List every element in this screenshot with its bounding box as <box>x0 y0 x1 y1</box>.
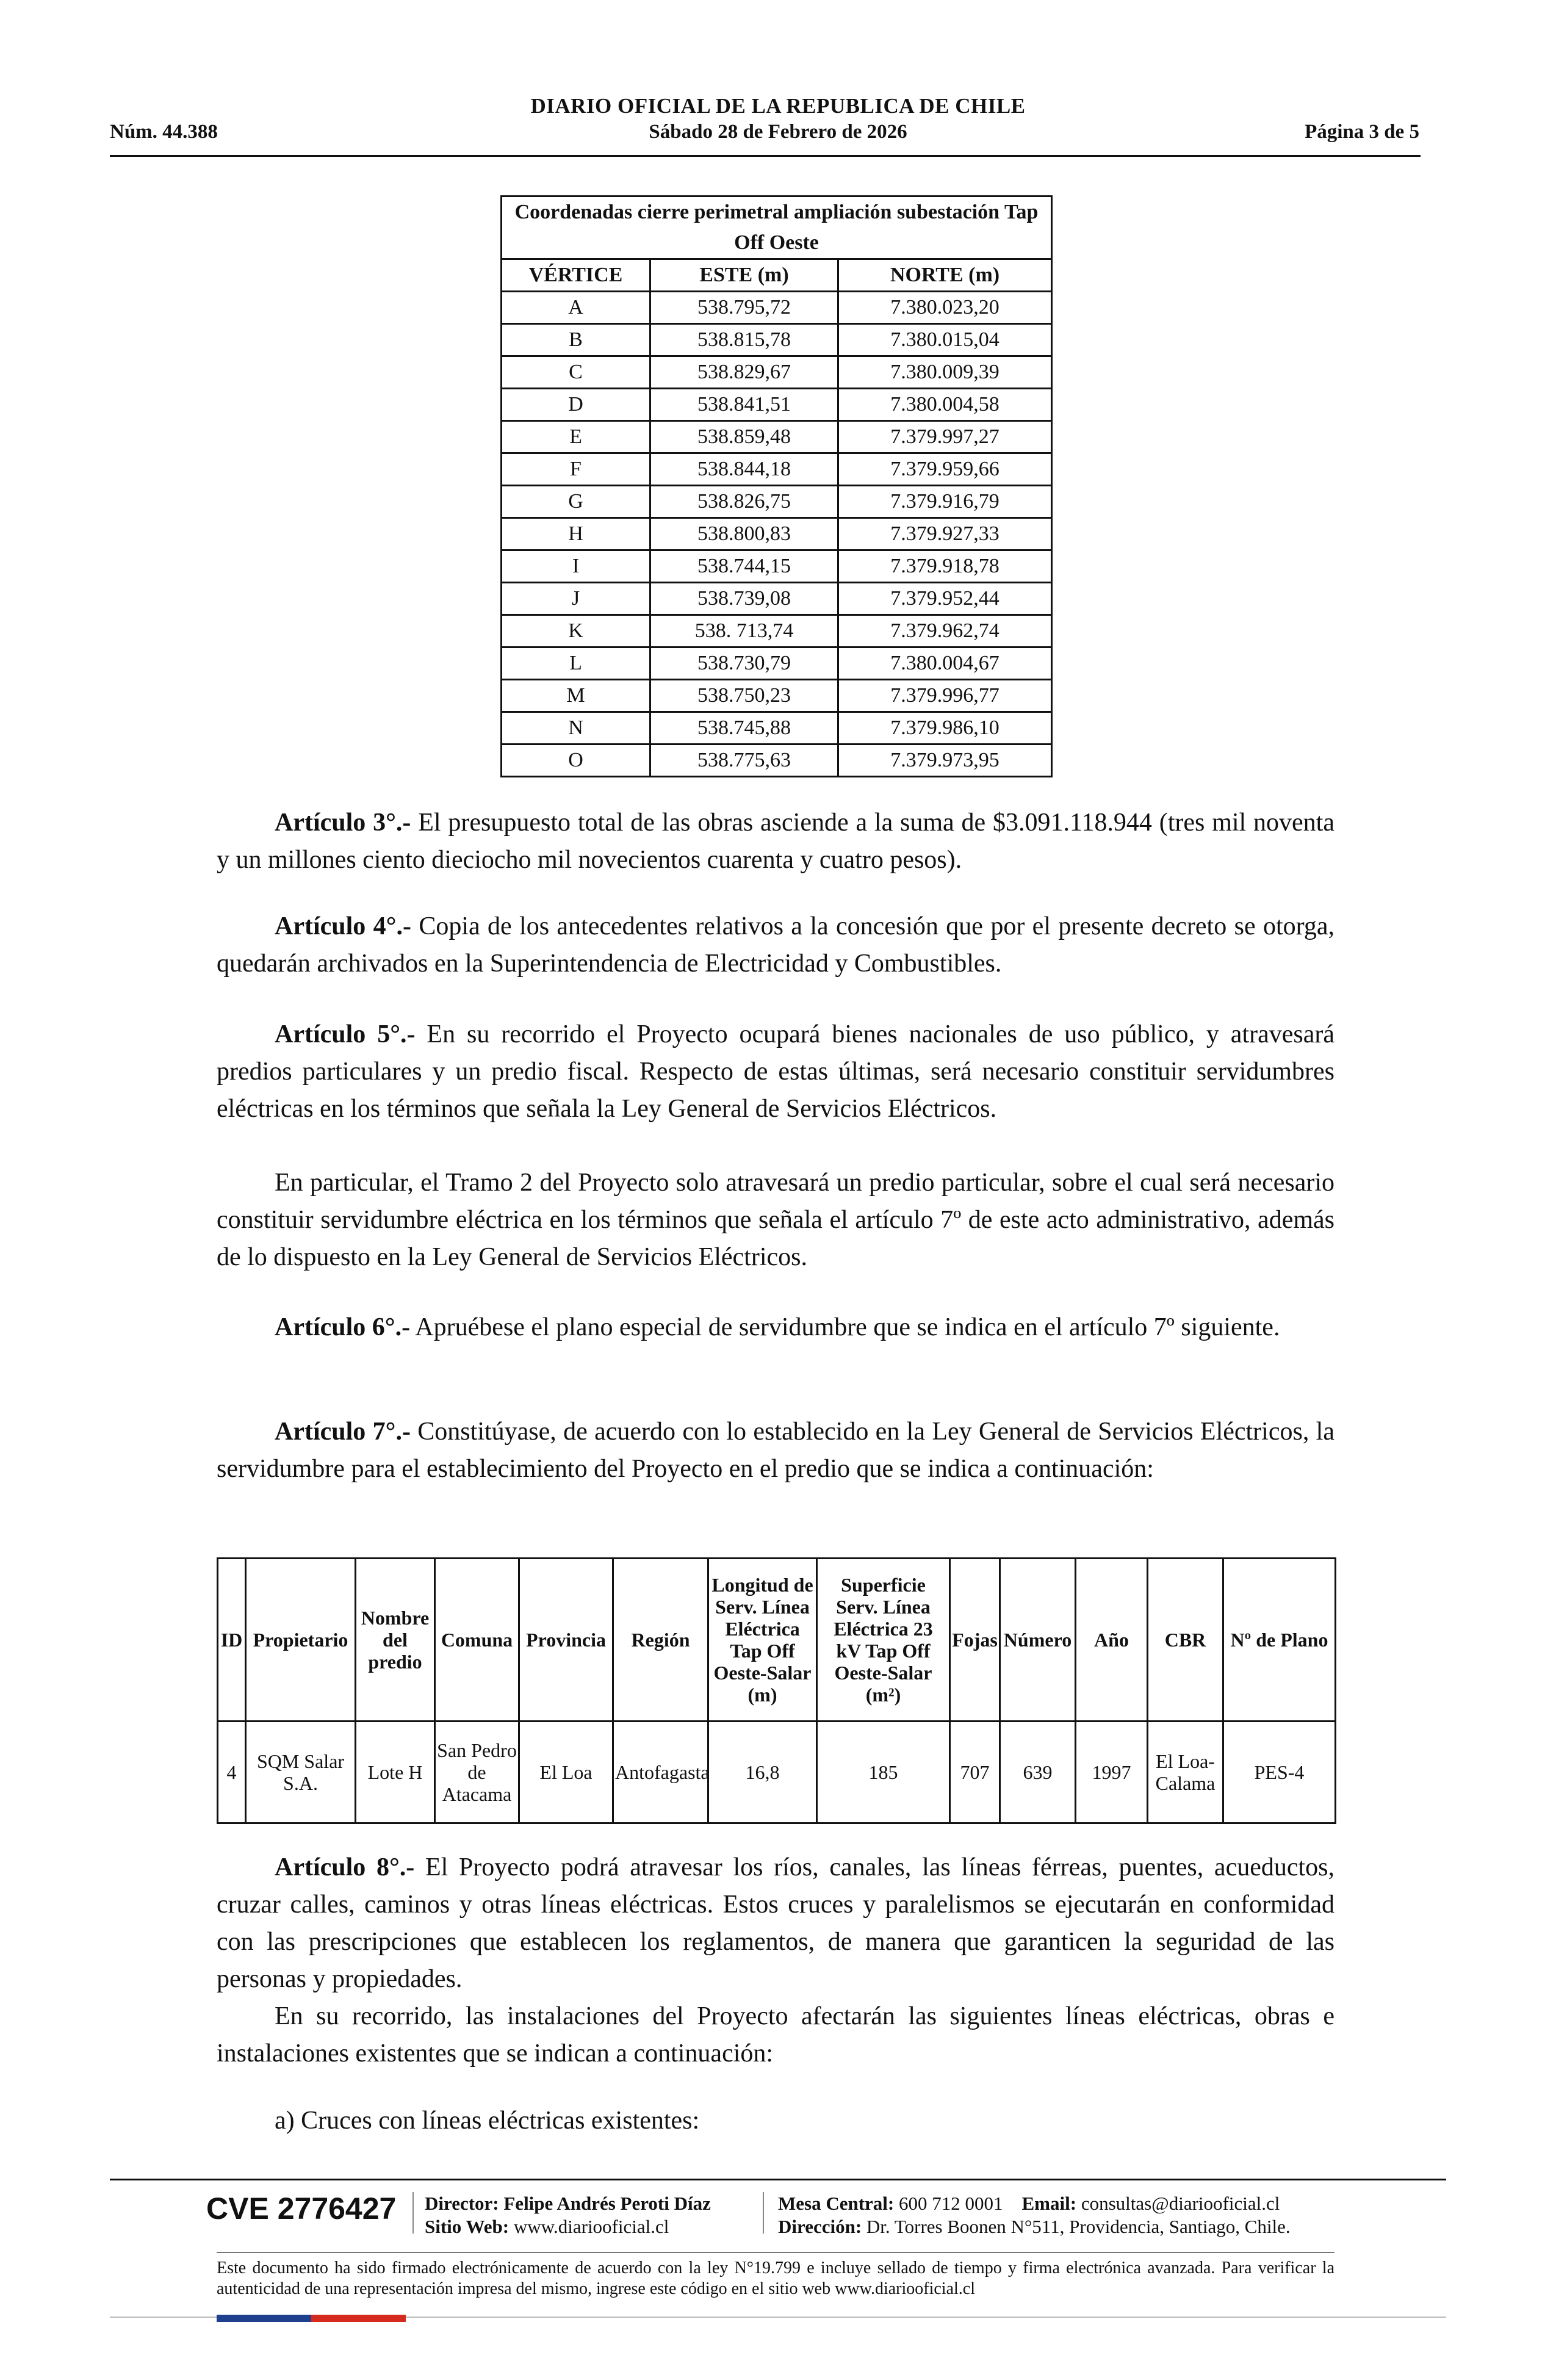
article-4-text: Copia de los antecedentes relativos a la concesión que por el presente decreto se otorga, quedarán archivados en la Superintendencia de Electricidad y Combustibles. <box>217 912 1334 978</box>
norte-cell: 7.379.927,33 <box>838 518 1052 550</box>
table-header: ESTE (m) <box>650 259 838 292</box>
este-cell: 538.841,51 <box>650 389 838 421</box>
vertex-cell: O <box>502 745 650 777</box>
table-header: Nº de Plano <box>1223 1559 1336 1722</box>
area-cell: 185 <box>817 1722 950 1823</box>
fojas-cell: 707 <box>950 1722 1000 1823</box>
address-label: Dirección: <box>778 2216 862 2237</box>
length-cell: 16,8 <box>708 1722 817 1823</box>
norte-cell: 7.379.952,44 <box>838 583 1052 615</box>
issue-date: Sábado 28 de Febrero de 2026 <box>649 121 907 143</box>
article-5 <box>217 1016 1334 1128</box>
este-cell: 538.826,75 <box>650 486 838 518</box>
director-label: Director: <box>425 2193 499 2214</box>
mesa-phone: 600 712 0001 <box>899 2193 1003 2214</box>
table-row <box>502 518 1052 550</box>
region-cell: Antofagasta <box>613 1722 708 1823</box>
vertex-cell: I <box>502 550 650 583</box>
cve-code: CVE 2776427 <box>206 2191 397 2226</box>
vertex-cell: H <box>502 518 650 550</box>
norte-cell: 7.379.918,78 <box>838 550 1052 583</box>
article-3 <box>217 804 1334 879</box>
vertex-cell: N <box>502 712 650 745</box>
norte-cell: 7.380.023,20 <box>838 292 1052 324</box>
table-header: Propietario <box>246 1559 356 1722</box>
norte-cell: 7.379.962,74 <box>838 615 1052 647</box>
footer-separator <box>763 2192 764 2234</box>
este-cell: 538.800,83 <box>650 518 838 550</box>
site-link[interactable]: www.diariooficial.cl <box>513 2216 669 2237</box>
vertex-cell: G <box>502 486 650 518</box>
norte-cell: 7.379.959,66 <box>838 453 1052 486</box>
article-7 <box>217 1413 1334 1488</box>
table-header: Comuna <box>435 1559 519 1722</box>
email-label: Email: <box>1021 2193 1077 2214</box>
vertex-cell: L <box>502 647 650 680</box>
article-3-text: El presupuesto total de las obras asciende a la suma de $3.091.118.944 (tres mil noventa y un millones ciento dieciocho mil novecientos cuarenta y cuatro pesos). <box>217 809 1334 874</box>
este-cell: 538.844,18 <box>650 453 838 486</box>
table-header: Provincia <box>519 1559 613 1722</box>
table-header: ID <box>218 1559 246 1722</box>
table-header: NORTE (m) <box>838 259 1052 292</box>
article-5-title: Artículo 5°.- <box>275 1020 416 1048</box>
article-8 <box>217 1849 1334 1998</box>
flag-stripe-red <box>311 2315 406 2322</box>
page-indicator: Página 3 de 5 <box>1305 121 1419 143</box>
id-cell: 4 <box>218 1722 246 1823</box>
coordinates-table <box>500 195 1053 777</box>
table-header: Número <box>1000 1559 1076 1722</box>
table-header: Año <box>1076 1559 1148 1722</box>
vertex-cell: B <box>502 324 650 356</box>
director-name: Felipe Andrés Peroti Díaz <box>503 2193 711 2214</box>
table-row <box>502 356 1052 389</box>
table-row <box>502 486 1052 518</box>
table-row <box>502 615 1052 647</box>
table-header: Nombre del predio <box>356 1559 435 1722</box>
table-row <box>502 647 1052 680</box>
article-7-text: Constitúyase, de acuerdo con lo establecido en la Ley General de Servicios Eléctricos, la servidumbre para el establecimiento del Proyecto en el predio que se indica a continuación: <box>217 1418 1334 1483</box>
table-header: Fojas <box>950 1559 1000 1722</box>
footer-director-block <box>425 2192 711 2238</box>
table-row <box>502 680 1052 712</box>
vertex-cell: F <box>502 453 650 486</box>
article-5-text: En su recorrido el Proyecto ocupará bienes nacionales de uso público, y atravesará predios particulares y un predio fiscal. Respecto de estas últimas, será necesario constituir servidumbres eléctricas en los términos que señala la Ley General de Servicios Eléctricos. <box>217 1020 1334 1123</box>
vertex-cell: A <box>502 292 650 324</box>
article-7-title: Artículo 7°.- <box>275 1418 411 1446</box>
article-5-text-2: En particular, el Tramo 2 del Proyecto solo atravesará un predio particular, sobre el cual será necesario constituir servidumbre eléctrica en los términos que señala el artículo 7º de este acto administrativo, además de lo dispuesto en la Ley General de Servicios Eléctricos. <box>217 1169 1334 1271</box>
este-cell: 538.739,08 <box>650 583 838 615</box>
article-8-text: El Proyecto podrá atravesar los ríos, canales, las líneas férreas, puentes, acueductos, cruzar calles, caminos y otras líneas eléctricas. Estos cruces y paralelismos se ejecutarán en conformidad con las prescripciones que establecen los reglamentos, de manera que garanticen la seguridad de las personas y propiedades. <box>217 1853 1335 1993</box>
table-row <box>218 1722 1336 1823</box>
article-8-item-a <box>217 2102 1334 2140</box>
este-cell: 538.744,15 <box>650 550 838 583</box>
article-5-paragraph-2 <box>217 1164 1334 1276</box>
vertex-cell: E <box>502 421 650 453</box>
article-8-title: Artículo 8°.- <box>275 1853 415 1881</box>
table-row <box>502 550 1052 583</box>
table-row <box>502 421 1052 453</box>
este-cell: 538.775,63 <box>650 745 838 777</box>
este-cell: 538.859,48 <box>650 421 838 453</box>
table-row <box>502 712 1052 745</box>
coordinates-table-caption: Coordenadas cierre perimetral ampliación subestación Tap Off Oeste <box>502 197 1052 259</box>
table-row <box>502 324 1052 356</box>
commune-cell: San Pedro de Atacama <box>435 1722 519 1823</box>
footer-inner-divider <box>217 2252 1334 2253</box>
article-4-title: Artículo 4°.- <box>275 912 411 940</box>
este-cell: 538.795,72 <box>650 292 838 324</box>
year-cell: 1997 <box>1076 1722 1148 1823</box>
article-6 <box>217 1309 1334 1346</box>
article-8-item-a-text: a) Cruces con líneas eléctricas existentes: <box>275 2107 700 2135</box>
este-cell: 538.750,23 <box>650 680 838 712</box>
plan-cell: PES-4 <box>1223 1722 1336 1823</box>
email-link[interactable]: consultas@diariooficial.cl <box>1081 2193 1280 2214</box>
norte-cell: 7.379.997,27 <box>838 421 1052 453</box>
norte-cell: 7.379.973,95 <box>838 745 1052 777</box>
article-8-paragraph-2 <box>217 1998 1334 2072</box>
table-header: VÉRTICE <box>502 259 650 292</box>
norte-cell: 7.379.986,10 <box>838 712 1052 745</box>
issue-number: Núm. 44.388 <box>110 121 218 143</box>
article-3-title: Artículo 3°.- <box>275 809 411 837</box>
norte-cell: 7.380.004,67 <box>838 647 1052 680</box>
header-divider <box>110 155 1421 157</box>
footer-separator <box>412 2192 414 2234</box>
article-6-title: Artículo 6°.- <box>275 1313 411 1341</box>
este-cell: 538.829,67 <box>650 356 838 389</box>
table-row <box>502 745 1052 777</box>
article-6-text: Apruébese el plano especial de servidumbre que se indica en el artículo 7º siguiente. <box>415 1313 1280 1341</box>
footer-legal-note: Este documento ha sido firmado electrónicamente de acuerdo con la ley N°19.799 e incluye sellado de tiempo y firma electrónica avanzada. Para verificar la autenticidad de una representación impresa del mismo, ingrese este código en el sitio web www.diariooficial.cl <box>217 2259 1334 2298</box>
owner-cell: SQM Salar S.A. <box>246 1722 356 1823</box>
norte-cell: 7.379.916,79 <box>838 486 1052 518</box>
table-row <box>502 583 1052 615</box>
table-row <box>502 292 1052 324</box>
mesa-label: Mesa Central: <box>778 2193 895 2214</box>
table-row <box>502 453 1052 486</box>
este-cell: 538.815,78 <box>650 324 838 356</box>
vertex-cell: K <box>502 615 650 647</box>
table-header: Superficie Serv. Línea Eléctrica 23 kV Tap Off Oeste-Salar (m²) <box>817 1559 950 1722</box>
norte-cell: 7.380.009,39 <box>838 356 1052 389</box>
article-8-text-2: En su recorrido, las instalaciones del Proyecto afectarán las siguientes líneas eléctricas, obras e instalaciones existentes que se indican a continuación: <box>217 2002 1334 2068</box>
province-cell: El Loa <box>519 1722 613 1823</box>
number-cell: 639 <box>1000 1722 1076 1823</box>
table-row <box>502 389 1052 421</box>
article-4 <box>217 908 1334 983</box>
cbr-cell: El Loa-Calama <box>1148 1722 1223 1823</box>
table-header: Longitud de Serv. Línea Eléctrica Tap Off Oeste-Salar (m) <box>708 1559 817 1722</box>
este-cell: 538.730,79 <box>650 647 838 680</box>
vertex-cell: M <box>502 680 650 712</box>
table-header: CBR <box>1148 1559 1223 1722</box>
address-value: Dr. Torres Boonen N°511, Providencia, Santiago, Chile. <box>866 2216 1291 2237</box>
footer-contact-block <box>778 2192 1291 2238</box>
vertex-cell: D <box>502 389 650 421</box>
flag-stripe-blue <box>217 2315 311 2322</box>
norte-cell: 7.380.004,58 <box>838 389 1052 421</box>
norte-cell: 7.379.996,77 <box>838 680 1052 712</box>
table-header: Región <box>613 1559 708 1722</box>
este-cell: 538. 713,74 <box>650 615 838 647</box>
vertex-cell: J <box>502 583 650 615</box>
property-cell: Lote H <box>356 1722 435 1823</box>
vertex-cell: C <box>502 356 650 389</box>
newspaper-title: DIARIO OFICIAL DE LA REPUBLICA DE CHILE <box>530 94 1026 118</box>
footer-divider <box>110 2179 1446 2180</box>
norte-cell: 7.380.015,04 <box>838 324 1052 356</box>
site-label: Sitio Web: <box>425 2216 510 2237</box>
easement-table <box>217 1557 1336 1824</box>
este-cell: 538.745,88 <box>650 712 838 745</box>
